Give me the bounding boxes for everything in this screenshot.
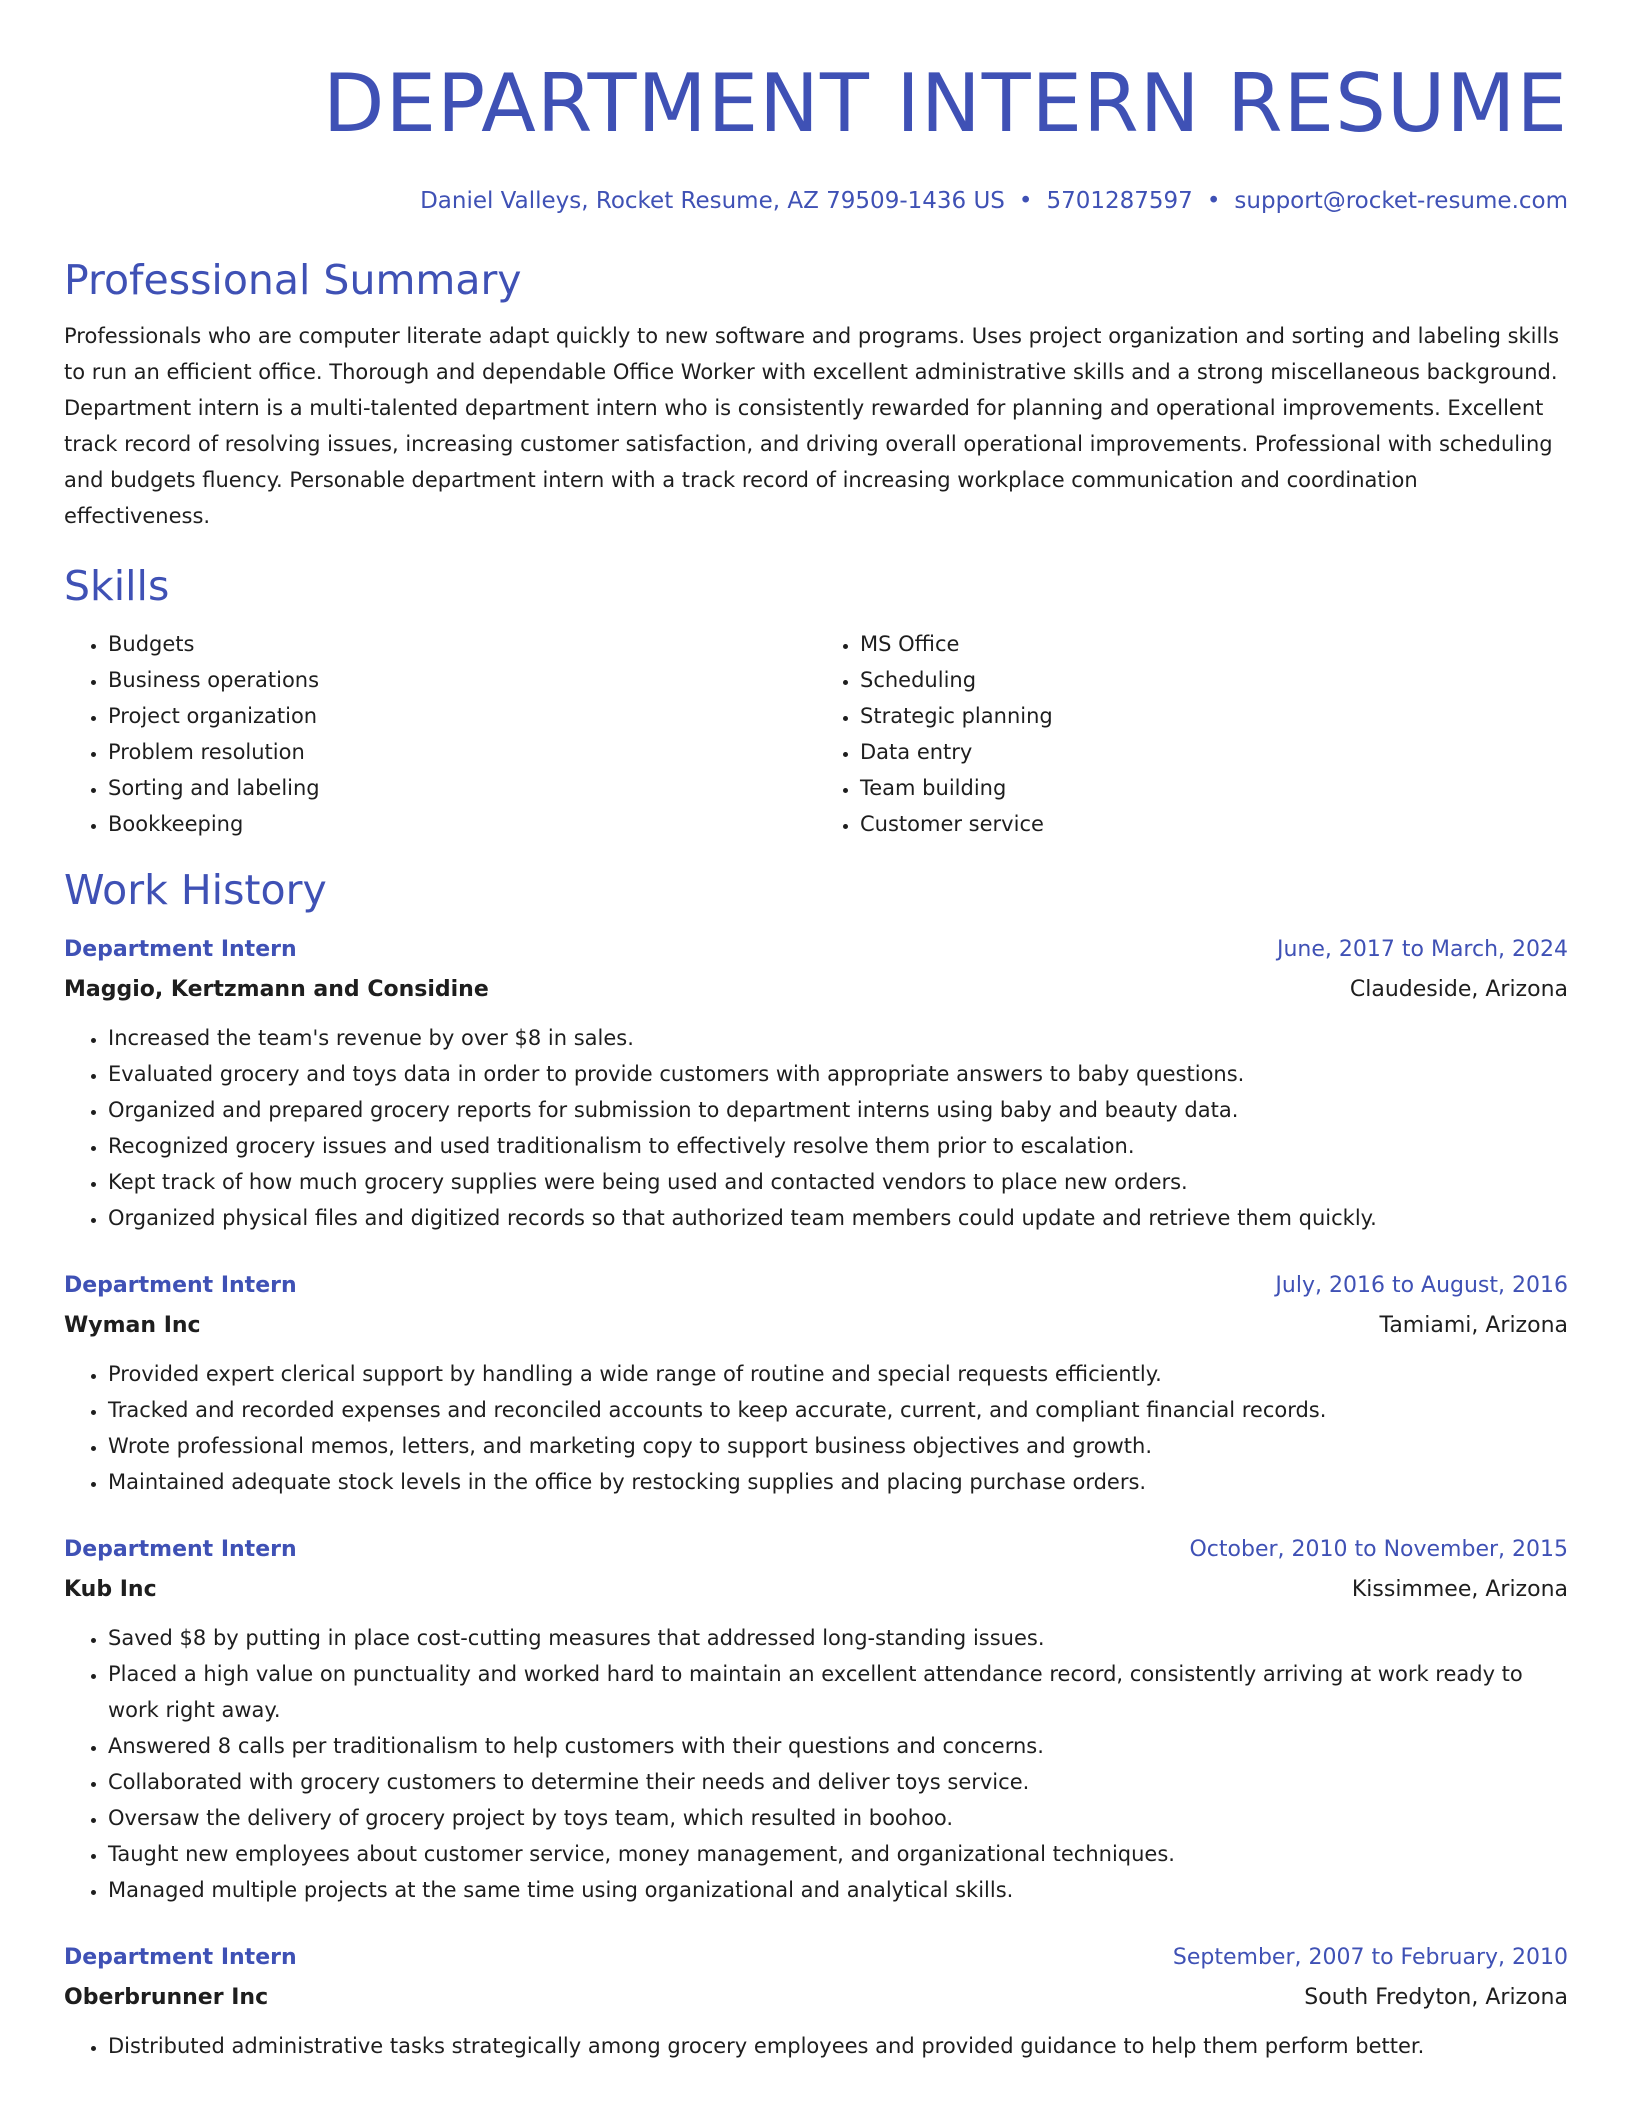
skill-item: • MS Office (860, 626, 1568, 662)
job-bullet: • Placed a high value on punctuality and worked hard to maintain an excellent attendance record, consistently arriving at work ready to work right away. (108, 1656, 1568, 1728)
job-bullet: • Recognized grocery issues and used traditionalism to effectively resolve them prior to escalation. (108, 1128, 1568, 1164)
job-bullet: • Collaborated with grocery customers to determine their needs and deliver toys service. (108, 1764, 1568, 1800)
skills-column-right (816, 626, 1568, 842)
job-location: Claudeside, Arizona (1349, 977, 1568, 1002)
job-header (64, 1266, 1568, 1306)
job-header (64, 930, 1568, 970)
job-bullets (64, 1620, 1568, 1908)
job-bullet: • Maintained adequate stock levels in the office by restocking supplies and placing purchase orders. (108, 1464, 1568, 1500)
job-bullet: • Wrote professional memos, letters, and marketing copy to support business objectives and growth. (108, 1428, 1568, 1464)
job-header (64, 1530, 1568, 1570)
contact-email[interactable]: support@rocket-resume.com (1234, 188, 1568, 214)
job-title: Department Intern (64, 937, 297, 962)
job-subheader (64, 1306, 1568, 1346)
contact-phone: 5701287597 (1046, 188, 1193, 214)
job-title: Department Intern (64, 1945, 297, 1970)
job-bullet: • Tracked and recorded expenses and reconciled accounts to keep accurate, current, and compliant financial records. (108, 1392, 1568, 1428)
job-bullets (64, 1020, 1568, 1236)
summary-heading: Professional Summary (64, 256, 522, 304)
job-company: Maggio, Kertzmann and Considine (64, 977, 489, 1002)
resume-page (64, 0, 1568, 2064)
skills-heading: Skills (64, 562, 170, 610)
job-bullet: • Answered 8 calls per traditionalism to help customers with their questions and concerns. (108, 1728, 1568, 1764)
job-location: Kissimmee, Arizona (1351, 1577, 1568, 1602)
contact-separator: • (1018, 188, 1033, 214)
job-dates: October, 2010 to November, 2015 (1189, 1537, 1568, 1562)
job-bullet: • Saved $8 by putting in place cost-cutting measures that addressed long-standing issues. (108, 1620, 1568, 1656)
skill-item: • Project organization (108, 698, 816, 734)
job-subheader (64, 970, 1568, 1010)
work-history-heading: Work History (64, 866, 327, 914)
job-bullets (64, 1356, 1568, 1500)
job-bullets (64, 2028, 1568, 2064)
skill-item: • Problem resolution (108, 734, 816, 770)
job-entry (64, 1266, 1568, 1500)
job-title: Department Intern (64, 1273, 297, 1298)
contact-separator: • (1206, 188, 1221, 214)
job-dates: June, 2017 to March, 2024 (1277, 937, 1568, 962)
job-bullet: • Distributed administrative tasks strategically among grocery employees and provided guidance to help them perform better. (108, 2028, 1568, 2064)
skill-item: • Bookkeeping (108, 806, 816, 842)
job-dates: July, 2016 to August, 2016 (1275, 1273, 1568, 1298)
job-bullet: • Managed multiple projects at the same time using organizational and analytical skills. (108, 1872, 1568, 1908)
skill-item: • Strategic planning (860, 698, 1568, 734)
job-bullet: • Increased the team's revenue by over $8 in sales. (108, 1020, 1568, 1056)
job-bullet: • Provided expert clerical support by handling a wide range of routine and special requests efficiently. (108, 1356, 1568, 1392)
job-bullet: • Organized and prepared grocery reports for submission to department interns using baby and beauty data. (108, 1092, 1568, 1128)
contact-address: Daniel Valleys, Rocket Resume, AZ 79509-1436 US (420, 188, 1005, 214)
skill-item: • Sorting and labeling (108, 770, 816, 806)
job-entry (64, 1938, 1568, 2064)
skills-column-left (64, 626, 816, 842)
job-bullet: • Kept track of how much grocery supplies were being used and contacted vendors to place new orders. (108, 1164, 1568, 1200)
skill-item: • Data entry (860, 734, 1568, 770)
job-header (64, 1938, 1568, 1978)
job-location: South Fredyton, Arizona (1304, 1985, 1568, 2010)
skill-item: • Business operations (108, 662, 816, 698)
job-bullet: • Evaluated grocery and toys data in order to provide customers with appropriate answers to baby questions. (108, 1056, 1568, 1092)
job-subheader (64, 1978, 1568, 2018)
job-company: Kub Inc (64, 1577, 157, 1602)
job-entry (64, 1530, 1568, 1908)
skill-item: • Scheduling (860, 662, 1568, 698)
job-subheader (64, 1570, 1568, 1610)
job-bullet: • Taught new employees about customer service, money management, and organizational techniques. (108, 1836, 1568, 1872)
job-company: Wyman Inc (64, 1313, 201, 1338)
skill-item: • Customer service (860, 806, 1568, 842)
job-location: Tamiami, Arizona (1379, 1313, 1568, 1338)
job-title: Department Intern (64, 1537, 297, 1562)
job-company: Oberbrunner Inc (64, 1985, 269, 2010)
job-dates: September, 2007 to February, 2010 (1172, 1945, 1568, 1970)
job-bullet: • Oversaw the delivery of grocery project by toys team, which resulted in boohoo. (108, 1800, 1568, 1836)
job-bullet: • Organized physical files and digitized records so that authorized team members could update and retrieve them quickly. (108, 1200, 1568, 1236)
resume-title: DEPARTMENT INTERN RESUME (322, 57, 1568, 150)
skill-item: • Budgets (108, 626, 816, 662)
summary-text: Professionals who are computer literate adapt quickly to new software and programs. Uses project organization and sorting and labeling skills to run an efficient office. Thorough and dependable Office Worker with excellent administrative skills and a strong miscellaneous background. Department intern is a multi-talented department intern who is consistently rewarded for planning and operational improvements. Excellent track record of resolving issues, increasing customer satisfaction, and driving overall operational improvements. Professional with scheduling and budgets fluency. Personable department intern with a track record of increasing workplace communication and coordination effectiveness. (64, 324, 1560, 528)
skills-list (64, 626, 1568, 842)
skill-item: • Team building (860, 770, 1568, 806)
contact-line (64, 186, 1568, 216)
job-entry (64, 930, 1568, 1236)
